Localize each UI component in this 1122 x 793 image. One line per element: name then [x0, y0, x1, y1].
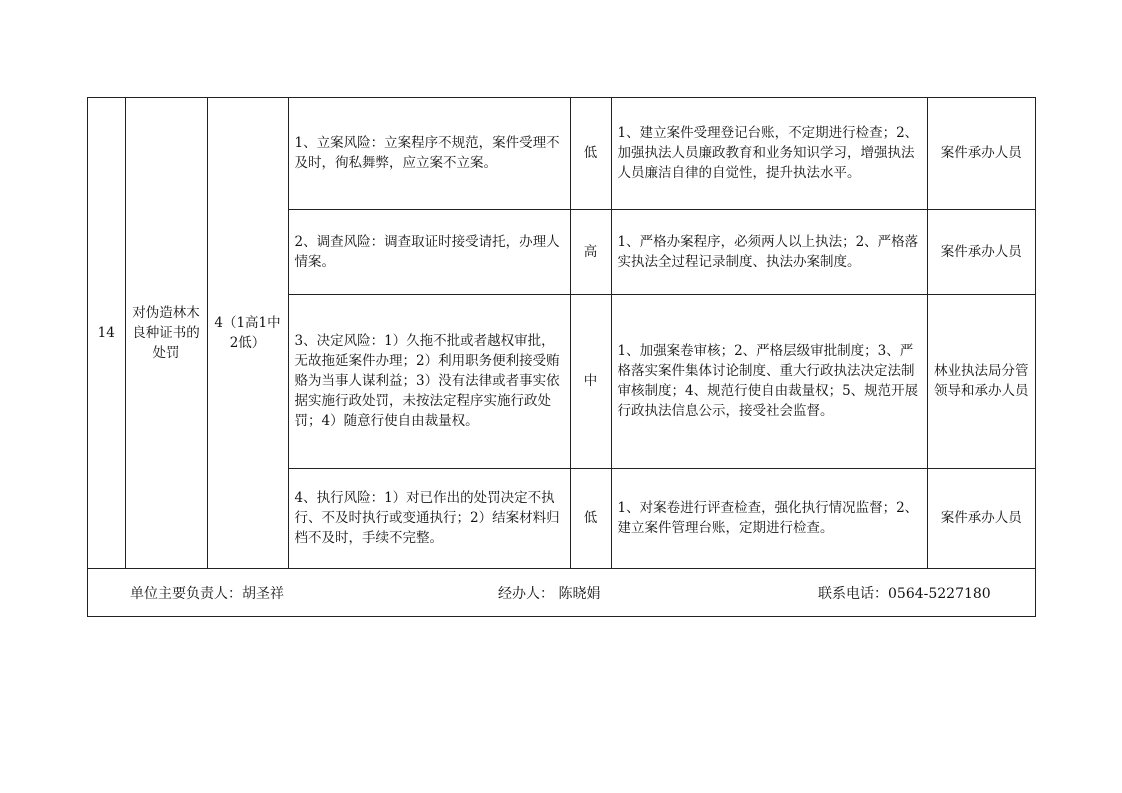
table-row [88, 98, 1035, 209]
risk-level: 中 [570, 294, 611, 468]
risk-measures: 1、建立案件受理登记台账，不定期进行检查；2、加强执法人员廉政教育和业务知识学习，增强执法人员廉洁自律的自觉性，提升执法水平。 [611, 98, 927, 209]
risk-count: 4（1高1中2低） [207, 98, 288, 568]
risk-measures: 1、严格办案程序，必须两人以上执法；2、严格落实执法全过程记录制度、执法办案制度。 [611, 209, 927, 294]
risk-owner: 案件承办人员 [927, 468, 1035, 568]
risk-level: 高 [570, 209, 611, 294]
risk-owner: 案件承办人员 [927, 209, 1035, 294]
risk-owner: 案件承办人员 [927, 98, 1035, 209]
risk-table [88, 98, 1035, 569]
risk-measures: 1、加强案卷审核；2、严格层级审批制度；3、严格落实案件集体讨论制度、重大行政执法决定法制审核制度；4、规范行使自由裁量权；5、规范开展行政执法信息公示，接受社会监督。 [611, 294, 927, 468]
risk-measures: 1、对案卷进行评查检查，强化执行情况监督；2、建立案件管理台账，定期进行检查。 [611, 468, 927, 568]
signature-footer [88, 568, 1035, 616]
item-number: 14 [88, 98, 125, 568]
contact-phone: 联系电话：0564-5227180 [818, 586, 991, 602]
risk-description: 3、决定风险：1）久拖不批或者越权审批，无故拖延案件办理；2）利用职务便利接受贿赂为当事人谋利益；3）没有法律或者事实依据实施行政处罚，未按法定程序实施行政处罚；4）随意行使自由裁量权。 [288, 294, 570, 468]
item-name: 对伪造林木良种证书的处罚 [125, 98, 207, 568]
risk-level: 低 [570, 468, 611, 568]
risk-owner: 林业执法局分管领导和承办人员 [927, 294, 1035, 468]
risk-description: 4、执行风险：1）对已作出的处罚决定不执行、不及时执行或变通执行；2）结案材料归档不及时，手续不完整。 [288, 468, 570, 568]
risk-level: 低 [570, 98, 611, 209]
unit-chief: 单位主要负责人：胡圣祥 [130, 586, 284, 602]
handler: 经办人： 陈晓娟 [498, 586, 601, 602]
risk-description: 2、调查风险：调查取证时接受请托，办理人情案。 [288, 209, 570, 294]
risk-description: 1、立案风险：立案程序不规范，案件受理不及时，徇私舞弊，应立案不立案。 [288, 98, 570, 209]
risk-table-sheet [87, 97, 1036, 617]
